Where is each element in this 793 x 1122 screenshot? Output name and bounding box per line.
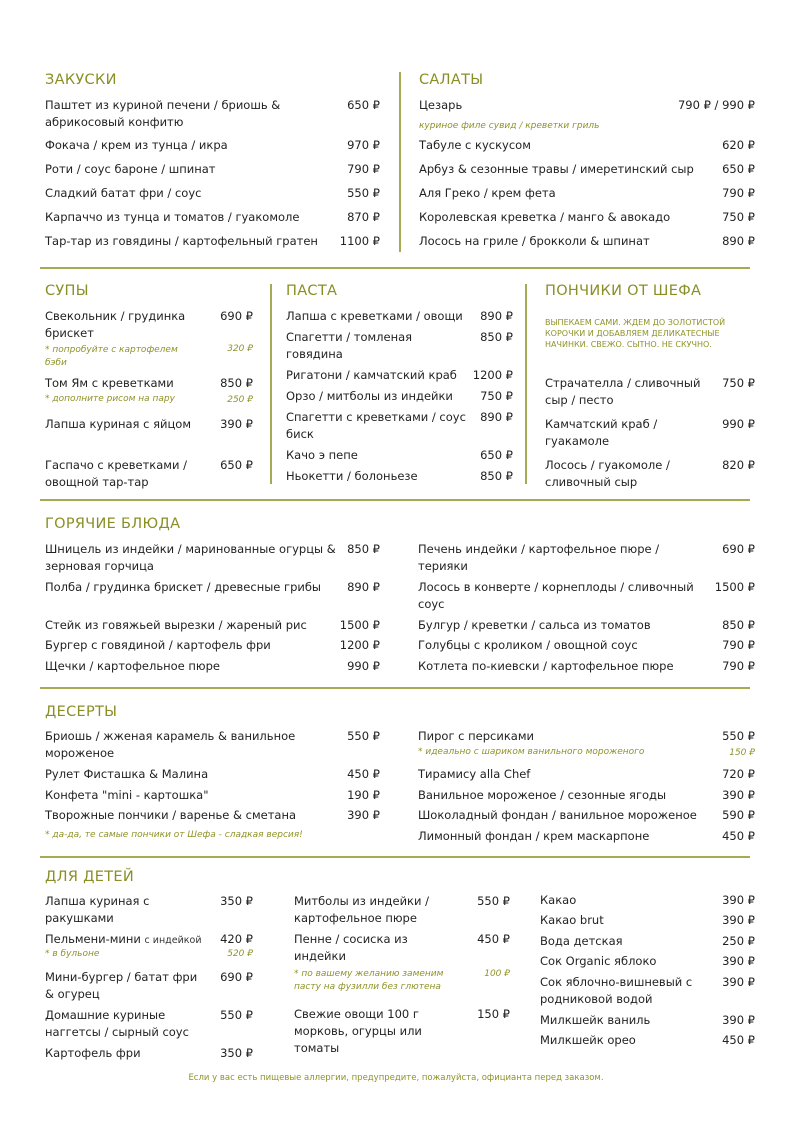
menu-item-price: 1200 ₽ — [339, 638, 380, 652]
menu-item-name: Лапша куриная с яйцом — [45, 417, 192, 431]
menu-item-price: 1500 ₽ — [714, 580, 755, 594]
menu-item-name: Аля Греко / крем фета — [419, 186, 556, 200]
column-divider — [399, 72, 401, 252]
menu-item-name: Пирог с персиками — [418, 729, 534, 743]
menu-item-price: 690 ₽ — [220, 309, 253, 323]
menu-item-price: 550 ₽ — [722, 729, 755, 743]
section-title-salaty: САЛАТЫ — [419, 72, 484, 88]
menu-item-price: 150 ₽ — [477, 1007, 510, 1021]
menu-item-price: 350 ₽ — [220, 894, 253, 908]
menu-item-price: 420 ₽ — [220, 932, 253, 946]
menu-item-price: 850 ₽ — [480, 469, 513, 483]
menu-item-name: Ванильное мороженое / сезонные ягоды — [418, 788, 667, 802]
menu-item-name: Роти / соус бароне / шпинат — [45, 162, 216, 176]
menu-item-name: Свекольник / грудинка брискет — [45, 309, 186, 340]
menu-item-note-price: 100 ₽ — [484, 969, 510, 979]
menu-item-name: Фокача / крем из тунца / икра — [45, 138, 228, 152]
menu-item-price: 750 ₽ — [480, 389, 513, 403]
menu-item-name: Лосось на гриле / брокколи & шпинат — [419, 234, 650, 248]
menu-item-note-price: 150 ₽ — [729, 748, 755, 758]
menu-item-price: 850 ₽ — [347, 542, 380, 556]
menu-item-price: 820 ₽ — [722, 458, 755, 472]
section-divider — [40, 856, 750, 858]
menu-item-price: 390 ₽ — [722, 954, 755, 968]
menu-item-name: Гаспачо с креветками / овощной тар-тар — [45, 458, 187, 489]
menu-item-note-price: 250 ₽ — [227, 395, 253, 405]
menu-item-note: * идеально с шариком ванильного мороженого — [418, 747, 645, 757]
menu-item-price: 390 ₽ — [220, 417, 253, 431]
menu-item-name: Полба / грудинка брискет / древесные грибы — [45, 580, 322, 594]
menu-item-price: 390 ₽ — [722, 913, 755, 927]
menu-item-name: Тар-тар из говядины / картофельный гратен — [45, 234, 318, 248]
menu-item-price: 790 ₽ — [347, 162, 380, 176]
menu-item-name: Какао brut — [540, 913, 604, 927]
menu-item-price: 550 ₽ — [347, 729, 380, 743]
section-description: ВЫПЕКАЕМ САМИ. ЖДЕМ ДО ЗОЛОТИСТОЙ КОРОЧКИ И ДОБАВЛЯЕМ ДЕЛИКАТЕСНЫЕ НАЧИНКИ. СВЕЖО. СЫТНО. НЕ СКУЧНО. — [545, 318, 726, 349]
menu-item-price: 550 ₽ — [477, 894, 510, 908]
menu-item-note: * дополните рисом на пару — [45, 394, 175, 404]
menu-item-price: 390 ₽ — [722, 788, 755, 802]
menu-item-name: Стейк из говяжьей вырезки / жареный рис — [45, 618, 307, 632]
menu-item-name: Бриошь / жженая карамель & ванильное мороженое — [45, 729, 296, 760]
section-title-zakuski: ЗАКУСКИ — [45, 72, 117, 88]
menu-item-name: Страчателла / сливочный сыр / песто — [545, 376, 701, 407]
menu-item-price: 390 ₽ — [347, 808, 380, 822]
menu-item-name: Лосось / гуакомоле / сливочный сыр — [545, 458, 670, 489]
menu-item-price: 620 ₽ — [722, 138, 755, 152]
menu-item-price: 350 ₽ — [220, 1046, 253, 1060]
menu-item-name: Сок яблочно-вишневый с родниковой водой — [540, 975, 693, 1006]
menu-item-name: Лапша с креветками / овощи — [286, 309, 463, 323]
menu-item-price: 650 ₽ — [480, 448, 513, 462]
menu-item-name: Тирамису alla Chef — [418, 767, 531, 781]
allergy-footer-note: Если у вас есть пищевые аллергии, предупредите, пожалуйста, официанта перед заказом. — [188, 1073, 604, 1083]
menu-item-name: Печень индейки / картофельное пюре / терияки — [418, 542, 660, 573]
menu-item-note: * в бульоне — [45, 949, 100, 959]
section-title-pasta: ПАСТА — [286, 283, 338, 299]
menu-item-name: Булгур / креветки / сальса из томатов — [418, 618, 651, 632]
menu-item-price: 590 ₽ — [722, 808, 755, 822]
menu-item-name: Орзо / митболы из индейки — [286, 389, 453, 403]
menu-item-price: 890 ₽ — [347, 580, 380, 594]
menu-item-name: Конфета "mini - картошка" — [45, 788, 209, 802]
menu-item-name: Качо э пепе — [286, 448, 358, 462]
menu-item-price: 890 ₽ — [480, 309, 513, 323]
menu-item-price: 790 ₽ — [722, 659, 755, 673]
menu-item-name: Цезарь — [419, 98, 463, 112]
menu-item-price: 550 ₽ — [347, 186, 380, 200]
menu-item-name: Том Ям с креветками — [45, 376, 174, 390]
menu-item-name: Лимонный фондан / крем маскарпоне — [418, 829, 650, 843]
menu-item-price: 690 ₽ — [220, 970, 253, 984]
menu-item-name: Лапша куриная с ракушками — [45, 894, 150, 925]
menu-item-name: Творожные пончики / варенье & сметана — [45, 808, 297, 822]
menu-item-price: 990 ₽ — [722, 417, 755, 431]
menu-item-name: Сок Organic яблоко — [540, 954, 657, 968]
section-title-supy: СУПЫ — [45, 283, 89, 299]
menu-item-name: Спагетти с креветками / соус биск — [286, 410, 466, 441]
menu-item-name: Ньокетти / болоньезе — [286, 469, 418, 483]
menu-item-price: 750 ₽ — [722, 210, 755, 224]
menu-item-name: Милкшейк ваниль — [540, 1013, 651, 1027]
menu-item-name: Карпаччо из тунца и томатов / гуакомоле — [45, 210, 300, 224]
menu-item-name: Мини-бургер / батат фри & огурец — [45, 970, 198, 1001]
column-divider — [270, 284, 272, 484]
menu-item-name: Вода детская — [540, 934, 623, 948]
section-divider — [40, 687, 750, 689]
menu-item-price: 850 ₽ — [220, 376, 253, 390]
menu-item-name: Сладкий батат фри / соус — [45, 186, 202, 200]
menu-item-name: Спагетти / томленая говядина — [286, 330, 413, 361]
menu-item-name: Котлета по-киевски / картофельное пюре — [418, 659, 674, 673]
menu-item-name: Свежие овощи 100 г морковь, огурцы или томаты — [294, 1007, 422, 1055]
menu-item-price: 1200 ₽ — [472, 368, 513, 382]
menu-item-name: Митболы из индейки / картофельное пюре — [294, 894, 429, 925]
menu-item-price: 720 ₽ — [722, 767, 755, 781]
menu-item-price: 1100 ₽ — [339, 234, 380, 248]
menu-item-name: Шоколадный фондан / ванильное мороженое — [418, 808, 697, 822]
menu-item-note: * попробуйте с картофелем бэби — [45, 345, 178, 368]
menu-item-name: Шницель из индейки / маринованные огурцы & зерновая горчица — [45, 542, 336, 573]
menu-item-name: Табуле с кускусом — [419, 138, 531, 152]
menu-item-name: Паштет из куриной печени / бриошь & абрикосовый конфитю — [45, 98, 281, 129]
menu-item-price: 690 ₽ — [722, 542, 755, 556]
menu-item-note: * да-да, те самые пончики от Шефа - сладкая версия! — [45, 830, 303, 840]
menu-item-name: Рулет Фисташка & Малина — [45, 767, 209, 781]
section-title-ponchiki: ПОНЧИКИ ОТ ШЕФА — [545, 283, 702, 299]
menu-item-price: 650 ₽ — [220, 458, 253, 472]
menu-item-name: Милкшейк орео — [540, 1033, 636, 1047]
menu-item-price: 970 ₽ — [347, 138, 380, 152]
menu-item-name: Какао — [540, 893, 577, 907]
section-divider — [40, 267, 750, 269]
menu-item-price: 990 ₽ — [347, 659, 380, 673]
menu-item-note-price: 320 ₽ — [227, 344, 253, 354]
menu-item-price: 790 ₽ / 990 ₽ — [677, 98, 755, 112]
menu-item-name: Картофель фри — [45, 1046, 141, 1060]
menu-item-price: 390 ₽ — [722, 893, 755, 907]
menu-item-name: Домашние куриные наггетсы / сырный соус — [45, 1008, 189, 1039]
menu-item-suffix: с индейкой — [144, 935, 202, 946]
menu-item-note: * по вашему желанию заменим пасту на фузилли без глютена — [294, 969, 444, 992]
menu-item-name: Королевская креветка / манго & авокадо — [419, 210, 671, 224]
menu-item-price: 650 ₽ — [347, 98, 380, 112]
section-title-deserty: ДЕСЕРТЫ — [45, 704, 118, 720]
menu-item-price: 450 ₽ — [722, 1033, 755, 1047]
column-divider — [525, 284, 527, 484]
menu-item-name: Бургер с говядиной / картофель фри — [45, 638, 271, 652]
menu-item-name: Камчатский краб / гуакамоле — [545, 417, 658, 448]
menu-item-price: 890 ₽ — [480, 410, 513, 424]
menu-item-name: Ригатони / камчатский краб — [286, 368, 457, 382]
menu-item-price: 390 ₽ — [722, 1013, 755, 1027]
menu-item-price: 390 ₽ — [722, 975, 755, 989]
menu-item-name: Арбуз & сезонные травы / имеретинский сыр — [419, 162, 694, 176]
menu-item-name: Пенне / сосиска из индейки — [294, 932, 408, 963]
menu-item-price: 190 ₽ — [347, 788, 380, 802]
menu-item-price: 870 ₽ — [347, 210, 380, 224]
menu-item-price: 650 ₽ — [722, 162, 755, 176]
menu-item-price: 450 ₽ — [347, 767, 380, 781]
menu-item-price: 750 ₽ — [722, 376, 755, 390]
menu-item-name: Лосось в конверте / корнеплоды / сливочный соус — [418, 580, 694, 611]
menu-item-price: 450 ₽ — [477, 932, 510, 946]
menu-item-note: куриное филе сувид / креветки гриль — [419, 121, 600, 131]
menu-item-note-price: 520 ₽ — [227, 949, 253, 959]
menu-item-price: 450 ₽ — [722, 829, 755, 843]
section-divider — [40, 499, 750, 501]
menu-item-price: 790 ₽ — [722, 638, 755, 652]
menu-item-price: 550 ₽ — [220, 1008, 253, 1022]
menu-item-name: Голубцы с кроликом / овощной соус — [418, 638, 638, 652]
menu-item-price: 790 ₽ — [722, 186, 755, 200]
menu-item-price: 250 ₽ — [722, 934, 755, 948]
menu-item-name: Щечки / картофельное пюре — [45, 659, 220, 673]
section-title-deti: ДЛЯ ДЕТЕЙ — [45, 869, 134, 885]
menu-item-price: 850 ₽ — [722, 618, 755, 632]
menu-item-price: 1500 ₽ — [339, 618, 380, 632]
menu-item-price: 850 ₽ — [480, 330, 513, 344]
section-title-goryachie: ГОРЯЧИЕ БЛЮДА — [45, 516, 181, 532]
menu-item-name: Пельмени-мини — [45, 932, 141, 946]
menu-item-price: 890 ₽ — [722, 234, 755, 248]
